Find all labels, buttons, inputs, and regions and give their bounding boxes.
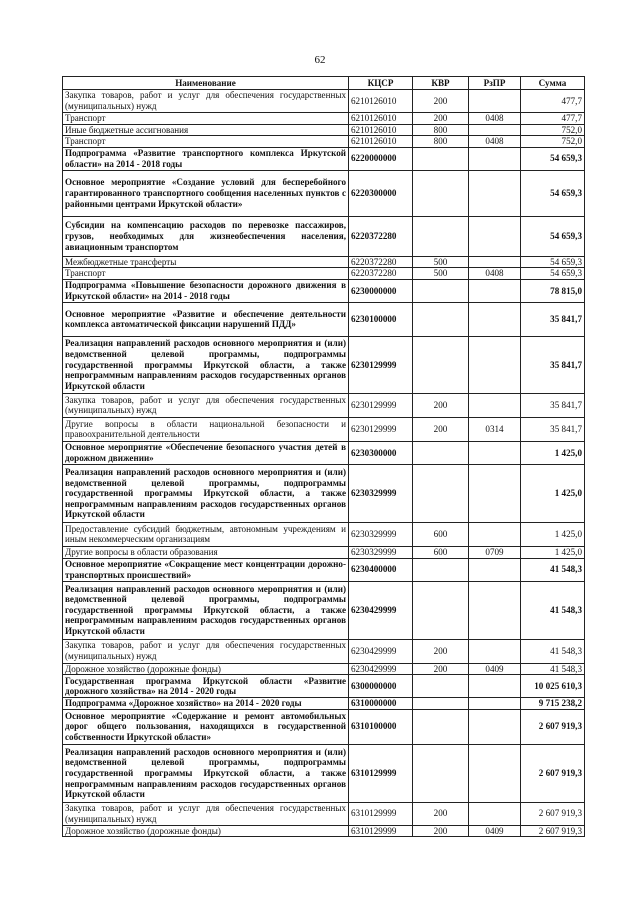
table-row (63, 441, 585, 464)
table-row (63, 464, 585, 522)
cell-name: Основное мероприятие «Создание условий для бесперебойного гарантированного транспортного сообщения населенных пунктов с районными центрами Иркутской области» (63, 170, 349, 216)
cell-kvr: 500 (413, 268, 469, 280)
cell-sum: 78 815,0 (521, 279, 585, 302)
cell-kvr (413, 302, 469, 336)
cell-kvr: 200 (413, 393, 469, 417)
cell-kvr (413, 675, 469, 698)
cell-kcsr: 6230329999 (349, 464, 413, 522)
cell-sum: 41 548,3 (521, 663, 585, 675)
table-row (63, 136, 585, 148)
cell-sum: 41 548,3 (521, 639, 585, 663)
cell-kvr: 200 (413, 417, 469, 441)
cell-rzpr (469, 639, 521, 663)
cell-sum: 54 659,3 (521, 170, 585, 216)
table-row (63, 302, 585, 336)
cell-kcsr: 6230429999 (349, 581, 413, 639)
cell-rzpr (469, 170, 521, 216)
cell-kcsr: 6310129999 (349, 744, 413, 802)
cell-rzpr: 0408 (469, 113, 521, 125)
cell-name: Закупка товаров, работ и услуг для обеспечения государственных (муниципальных) нужд (63, 639, 349, 663)
cell-kvr: 200 (413, 113, 469, 125)
header-kcsr: КЦСР (349, 77, 413, 90)
cell-kcsr: 6230329999 (349, 546, 413, 558)
cell-rzpr (469, 90, 521, 113)
cell-rzpr (469, 709, 521, 744)
cell-kcsr: 6230429999 (349, 639, 413, 663)
cell-name: Реализация направлений расходов основного мероприятия и (или) ведомственной целевой программы, подпрограммы государственной программы Иркутской области, а также непрограммным направлениям расходов государственных органов Иркутской области (63, 581, 349, 639)
cell-sum: 1 425,0 (521, 522, 585, 546)
cell-kcsr: 6230100000 (349, 302, 413, 336)
cell-name: Государственная программа Иркутской области «Развитие дорожного хозяйства» на 2014 - 2020 годы (63, 675, 349, 698)
cell-rzpr (469, 558, 521, 581)
cell-rzpr (469, 522, 521, 546)
cell-name: Реализация направлений расходов основного мероприятия и (или) ведомственной целевой программы, подпрограммы государственной программы Иркутской области, а также непрограммным направлениям расходов государственных органов Иркутской области (63, 464, 349, 522)
table-row (63, 522, 585, 546)
page-number: 62 (314, 54, 326, 66)
cell-name: Транспорт (63, 268, 349, 280)
budget-table (62, 76, 585, 837)
cell-name: Дорожное хозяйство (дорожные фонды) (63, 663, 349, 675)
table-row (63, 639, 585, 663)
cell-kcsr: 6230429999 (349, 663, 413, 675)
cell-kcsr: 6210126010 (349, 136, 413, 148)
cell-kvr (413, 744, 469, 802)
cell-kvr (413, 581, 469, 639)
cell-rzpr (469, 302, 521, 336)
cell-kcsr: 6310100000 (349, 709, 413, 744)
cell-sum: 1 425,0 (521, 464, 585, 522)
cell-rzpr (469, 744, 521, 802)
cell-rzpr: 0408 (469, 268, 521, 280)
cell-sum: 35 841,7 (521, 417, 585, 441)
cell-rzpr: 0709 (469, 546, 521, 558)
cell-name: Предоставление субсидий бюджетным, автономным учреждениям и иным некоммерческим организациям (63, 522, 349, 546)
table-row (63, 675, 585, 698)
cell-name: Субсидии на компенсацию расходов по перевозке пассажиров, грузов, необходимых для жизнеобеспечения населения, авиационным транспортом (63, 216, 349, 256)
cell-kvr (413, 558, 469, 581)
table-row (63, 802, 585, 825)
cell-name: Закупка товаров, работ и услуг для обеспечения государственных (муниципальных) нужд (63, 802, 349, 825)
cell-kvr (413, 216, 469, 256)
cell-kcsr: 6310129999 (349, 802, 413, 825)
table-row (63, 698, 585, 710)
cell-kcsr: 6230129999 (349, 336, 413, 393)
table-row (63, 581, 585, 639)
cell-name: Подпрограмма «Повышение безопасности дорожного движения в Иркутской области» на 2014 - 2018 годы (63, 279, 349, 302)
table-row (63, 216, 585, 256)
cell-name: Реализация направлений расходов основного мероприятия и (или) ведомственной целевой программы, подпрограммы государственной программы Иркутской области, а также непрограммным направлениям расходов государственных органов Иркутской области (63, 744, 349, 802)
cell-kcsr: 6230329999 (349, 522, 413, 546)
cell-kvr (413, 441, 469, 464)
cell-kvr: 600 (413, 522, 469, 546)
cell-rzpr (469, 256, 521, 268)
cell-kcsr: 6210126010 (349, 90, 413, 113)
cell-sum: 41 548,3 (521, 581, 585, 639)
cell-name: Подпрограмма «Дорожное хозяйство» на 2014 - 2020 годы (63, 698, 349, 710)
cell-sum: 2 607 919,3 (521, 802, 585, 825)
cell-rzpr (469, 336, 521, 393)
cell-kcsr: 6220372280 (349, 216, 413, 256)
cell-kvr: 200 (413, 639, 469, 663)
cell-kvr: 600 (413, 546, 469, 558)
table-row (63, 417, 585, 441)
cell-rzpr (469, 216, 521, 256)
table-row (63, 393, 585, 417)
table-header-row (63, 77, 585, 90)
cell-kcsr: 6220000000 (349, 147, 413, 170)
cell-rzpr (469, 802, 521, 825)
cell-name: Межбюджетные трансферты (63, 256, 349, 268)
table-row (63, 147, 585, 170)
cell-name: Транспорт (63, 113, 349, 125)
cell-rzpr: 0409 (469, 663, 521, 675)
cell-name: Основное мероприятие «Обеспечение безопасного участия детей в дорожном движении» (63, 441, 349, 464)
cell-sum: 752,0 (521, 124, 585, 136)
cell-rzpr: 0409 (469, 825, 521, 837)
cell-rzpr (469, 464, 521, 522)
table-row (63, 279, 585, 302)
cell-kvr (413, 147, 469, 170)
cell-kcsr: 6300000000 (349, 675, 413, 698)
cell-kcsr: 6230129999 (349, 417, 413, 441)
cell-sum: 2 607 919,3 (521, 825, 585, 837)
cell-kvr: 200 (413, 663, 469, 675)
cell-rzpr (469, 124, 521, 136)
table-row (63, 113, 585, 125)
table-row (63, 744, 585, 802)
cell-sum: 2 607 919,3 (521, 744, 585, 802)
cell-kcsr: 6310000000 (349, 698, 413, 710)
table-row (63, 170, 585, 216)
cell-name: Основное мероприятие «Содержание и ремонт автомобильных дорог общего пользования, находящихся в государственной собственности Иркутской области» (63, 709, 349, 744)
cell-sum: 41 548,3 (521, 558, 585, 581)
table-row (63, 90, 585, 113)
cell-rzpr (469, 147, 521, 170)
cell-kvr (413, 464, 469, 522)
header-sum: Сумма (521, 77, 585, 90)
table-row (63, 256, 585, 268)
cell-sum: 54 659,3 (521, 268, 585, 280)
cell-name: Подпрограмма «Развитие транспортного комплекса Иркутской области» на 2014 - 2018 годы (63, 147, 349, 170)
header-rzpr: РзПР (469, 77, 521, 90)
cell-kcsr: 6220300000 (349, 170, 413, 216)
cell-sum: 9 715 238,2 (521, 698, 585, 710)
cell-kcsr: 6310129999 (349, 825, 413, 837)
cell-name: Другие вопросы в области образования (63, 546, 349, 558)
cell-rzpr (469, 581, 521, 639)
cell-sum: 10 025 610,3 (521, 675, 585, 698)
table-row (63, 336, 585, 393)
cell-rzpr (469, 441, 521, 464)
cell-sum: 35 841,7 (521, 393, 585, 417)
cell-rzpr (469, 393, 521, 417)
cell-sum: 477,7 (521, 90, 585, 113)
cell-sum: 477,7 (521, 113, 585, 125)
table-row (63, 709, 585, 744)
cell-rzpr: 0408 (469, 136, 521, 148)
cell-kcsr: 6220372280 (349, 256, 413, 268)
cell-sum: 54 659,3 (521, 216, 585, 256)
cell-name: Закупка товаров, работ и услуг для обеспечения государственных (муниципальных) нужд (63, 393, 349, 417)
cell-name: Реализация направлений расходов основного мероприятия и (или) ведомственной целевой программы, подпрограммы государственной программы Иркутской области, а также непрограммным направлениям расходов государственных органов Иркутской области (63, 336, 349, 393)
cell-kcsr: 6230300000 (349, 441, 413, 464)
cell-name: Транспорт (63, 136, 349, 148)
cell-sum: 35 841,7 (521, 302, 585, 336)
cell-kcsr: 6230000000 (349, 279, 413, 302)
header-name: Наименование (63, 77, 349, 90)
cell-kcsr: 6210126010 (349, 113, 413, 125)
cell-kvr (413, 698, 469, 710)
cell-kvr: 500 (413, 256, 469, 268)
cell-kcsr: 6230129999 (349, 393, 413, 417)
cell-kvr (413, 709, 469, 744)
cell-kvr (413, 336, 469, 393)
cell-sum: 1 425,0 (521, 441, 585, 464)
header-kvr: КВР (413, 77, 469, 90)
cell-rzpr (469, 698, 521, 710)
cell-kcsr: 6220372280 (349, 268, 413, 280)
cell-sum: 54 659,3 (521, 256, 585, 268)
table-row (63, 825, 585, 837)
cell-name: Основное мероприятие «Развитие и обеспечение деятельности комплекса автоматической фиксации нарушений ПДД» (63, 302, 349, 336)
cell-name: Основное мероприятие «Сокращение мест концентрации дорожно-транспортных происшествий» (63, 558, 349, 581)
cell-kvr: 800 (413, 124, 469, 136)
cell-name: Дорожное хозяйство (дорожные фонды) (63, 825, 349, 837)
table-row (63, 268, 585, 280)
cell-kvr (413, 170, 469, 216)
cell-kcsr: 6230400000 (349, 558, 413, 581)
cell-kvr: 200 (413, 90, 469, 113)
cell-rzpr (469, 279, 521, 302)
cell-name: Закупка товаров, работ и услуг для обеспечения государственных (муниципальных) нужд (63, 90, 349, 113)
cell-name: Иные бюджетные ассигнования (63, 124, 349, 136)
table-row (63, 124, 585, 136)
cell-sum: 2 607 919,3 (521, 709, 585, 744)
cell-kvr: 200 (413, 825, 469, 837)
table-row (63, 546, 585, 558)
cell-name: Другие вопросы в области национальной безопасности и правоохранительной деятельности (63, 417, 349, 441)
table-row (63, 663, 585, 675)
cell-kvr: 800 (413, 136, 469, 148)
cell-kcsr: 6210126010 (349, 124, 413, 136)
cell-kvr (413, 279, 469, 302)
cell-rzpr (469, 675, 521, 698)
table-row (63, 558, 585, 581)
cell-sum: 752,0 (521, 136, 585, 148)
cell-sum: 1 425,0 (521, 546, 585, 558)
cell-kvr: 200 (413, 802, 469, 825)
cell-rzpr: 0314 (469, 417, 521, 441)
cell-sum: 54 659,3 (521, 147, 585, 170)
cell-sum: 35 841,7 (521, 336, 585, 393)
